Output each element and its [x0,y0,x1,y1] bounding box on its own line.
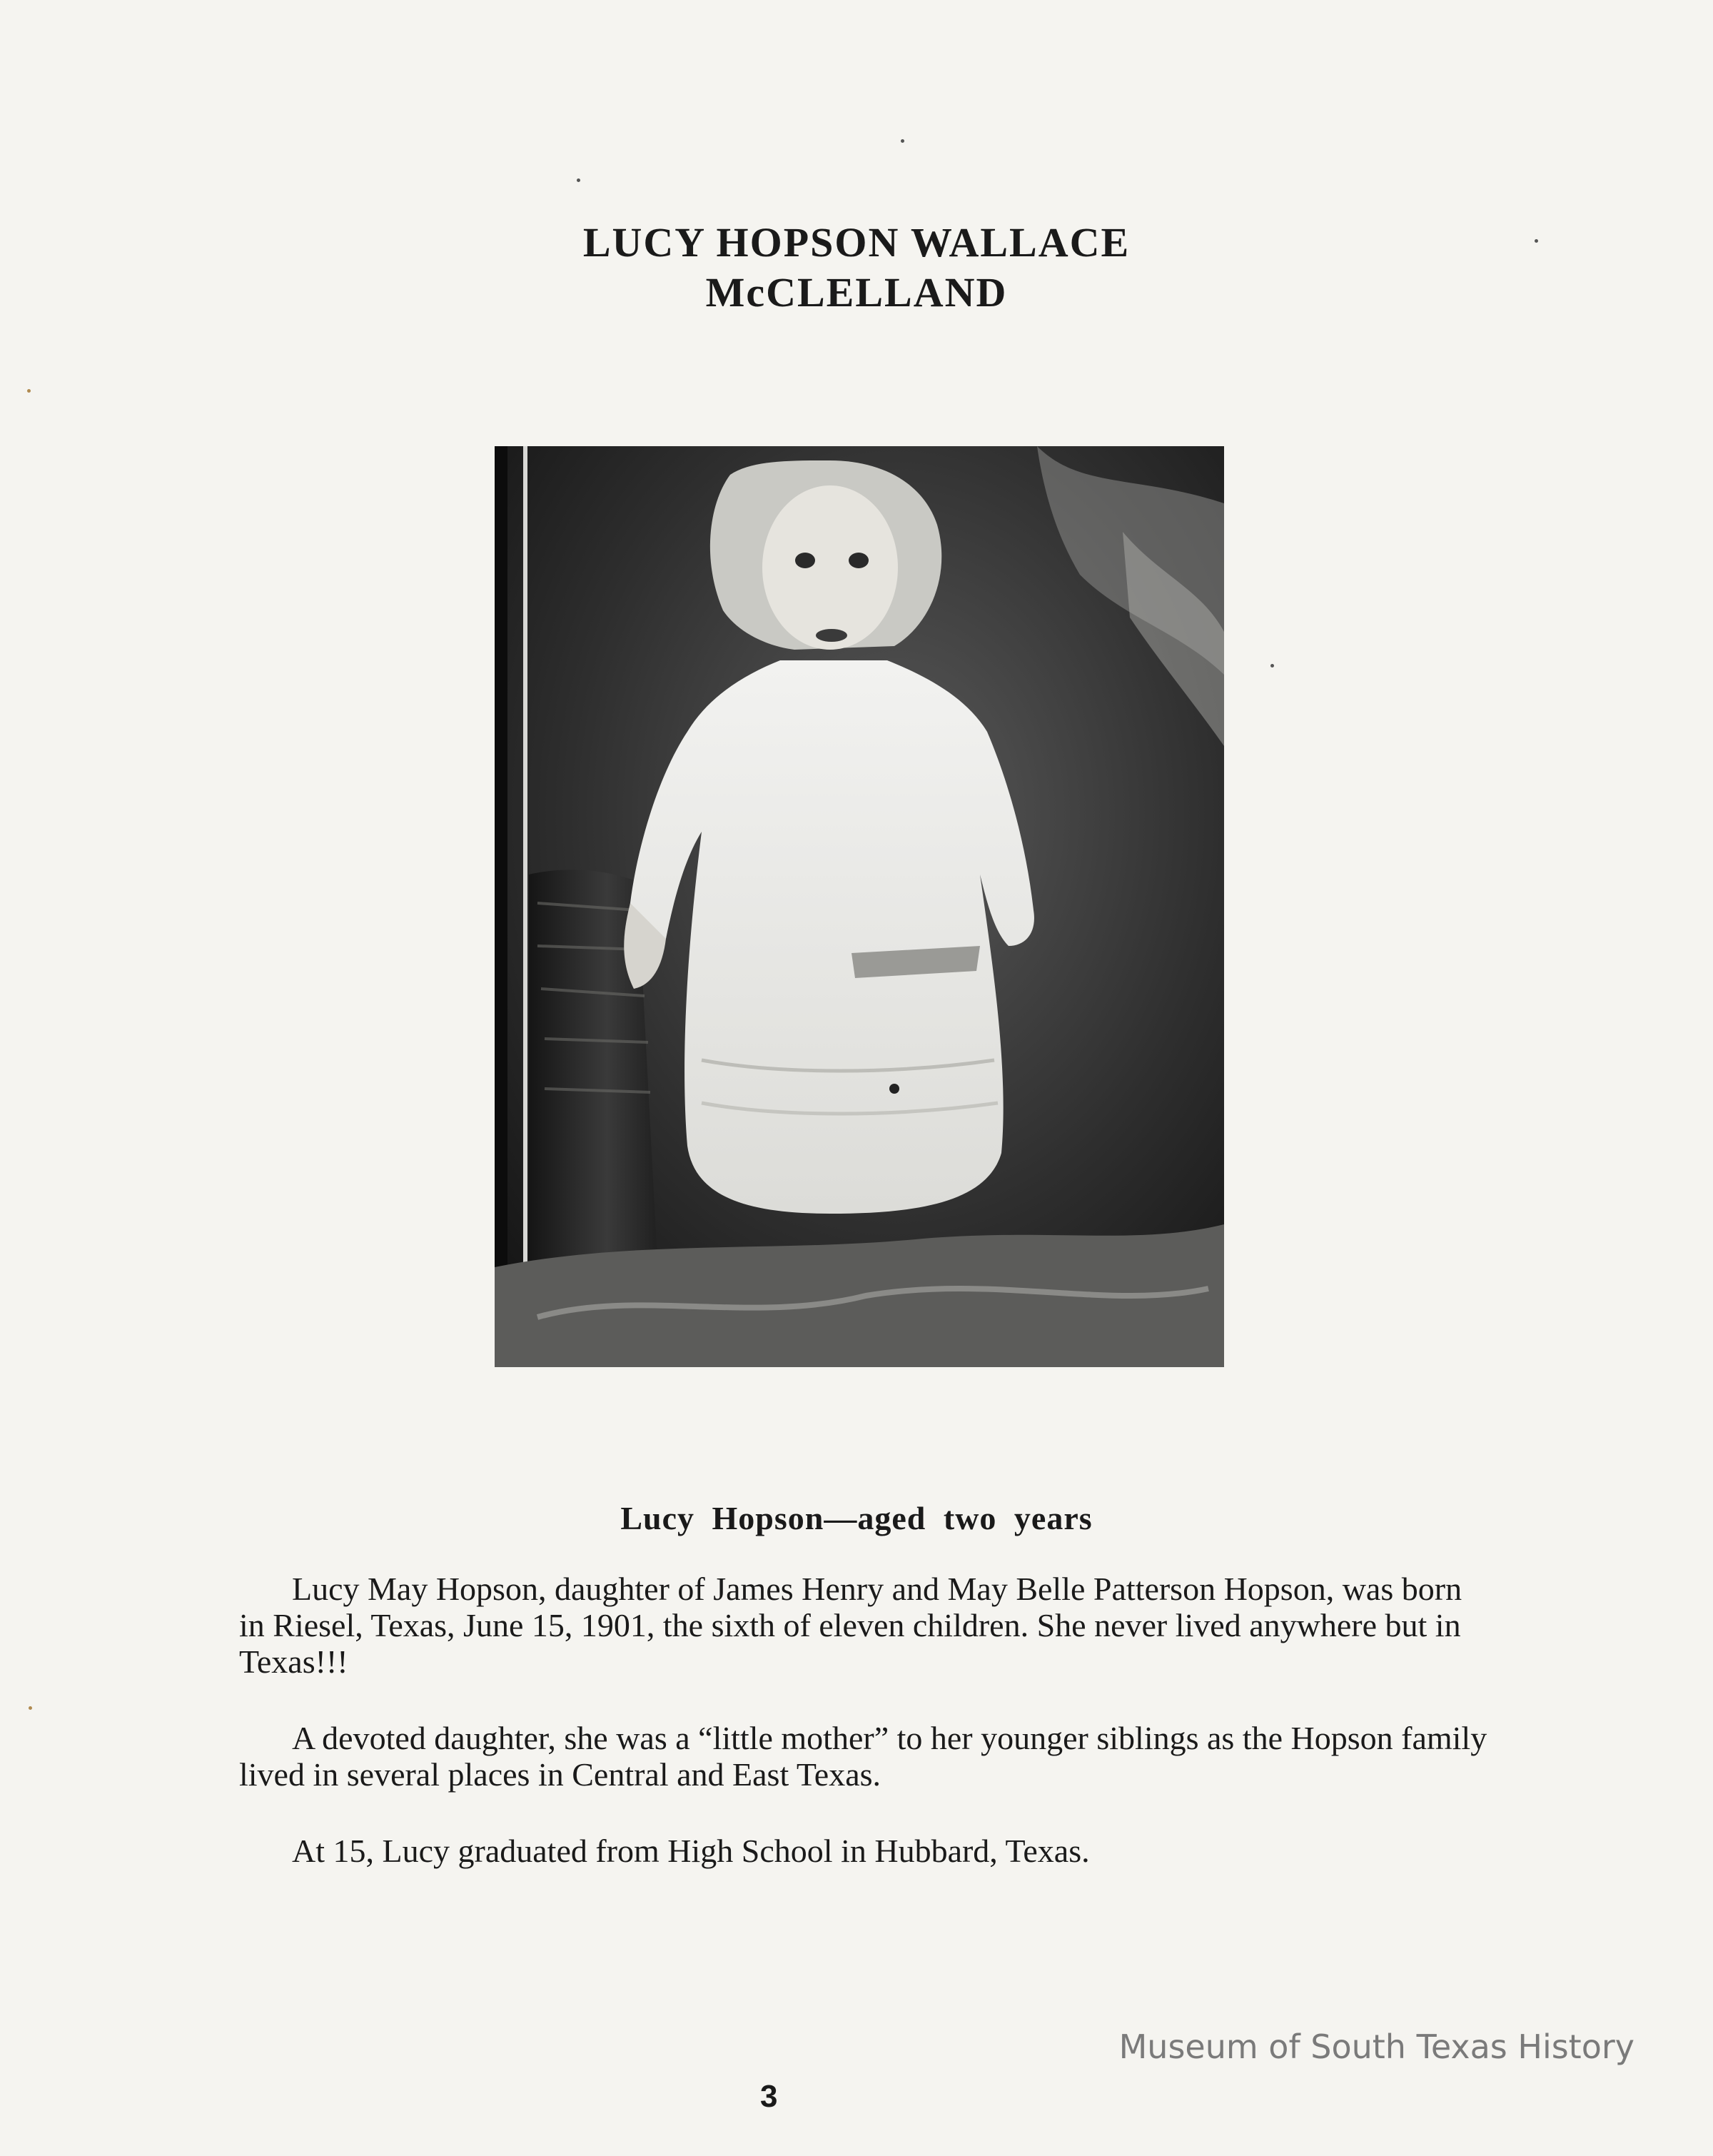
title-line-2: McCLELLAND [705,269,1008,316]
paragraph-family: A devoted daughter, she was a “little mother” to her younger siblings as the Hopson family lived in several places in Central and East Texas. [239,1720,1487,1793]
museum-watermark: Museum of South Texas History [1118,2027,1634,2066]
page-title [0,218,1713,318]
paper-speck [901,139,904,143]
paragraph-graduation: At 15, Lucy graduated from High School in Hubbard, Texas. [292,1833,1090,1869]
paper-speck [577,178,580,182]
paragraph-birth: Lucy May Hopson, daughter of James Henry and May Belle Patterson Hopson, was born in Riesel, Texas, June 15, 1901, the sixth of eleven children. She never lived anywhere but in Texas!!! [239,1571,1462,1680]
paper-speck [27,389,31,393]
photo-caption: Lucy Hopson—aged two years [620,1500,1093,1536]
paper-speck [1270,664,1274,668]
page-number: 3 [760,2079,778,2114]
portrait-photo [495,446,1224,1367]
title-line-1: LUCY HOPSON WALLACE [582,219,1131,266]
paper-speck [29,1706,32,1710]
biography-text [239,1571,1495,1909]
